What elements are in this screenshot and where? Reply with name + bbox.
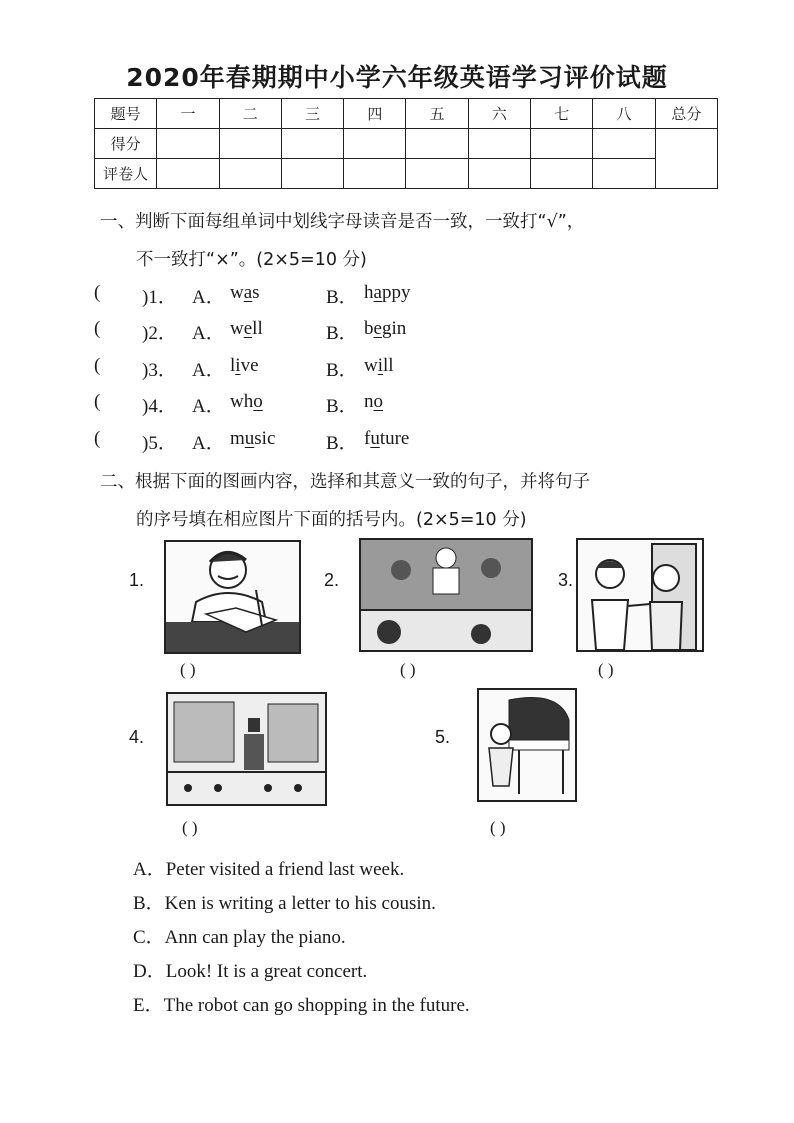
- table-row: [95, 129, 718, 159]
- table-row: [95, 99, 718, 129]
- option-label: B．: [326, 323, 358, 344]
- question-number: )4．: [142, 396, 177, 417]
- underlined-letter: e: [243, 318, 253, 339]
- score-cell[interactable]: [344, 129, 406, 159]
- picture-playing-piano: [477, 688, 577, 802]
- answer-blank[interactable]: ( ): [182, 818, 198, 837]
- underlined-letter: i: [377, 355, 384, 376]
- word-part: b: [364, 318, 374, 339]
- grader-cell[interactable]: [468, 159, 530, 189]
- underlined-letter: a: [373, 282, 382, 303]
- piano-illustration: [479, 690, 575, 800]
- option-label: A．: [192, 433, 225, 454]
- answer-blank[interactable]: ( ): [490, 818, 506, 837]
- word-part: s: [252, 282, 260, 303]
- option-label: B．: [326, 287, 358, 308]
- question-number: )3．: [142, 360, 177, 381]
- visiting-friend-illustration: [578, 540, 702, 650]
- picture-visiting-friend: [576, 538, 704, 652]
- option-c: C．Ann can play the piano.: [133, 927, 346, 948]
- word-a: [230, 282, 260, 304]
- grader-cell[interactable]: [157, 159, 219, 189]
- word-part: w: [230, 318, 244, 339]
- word-part: f: [364, 428, 371, 449]
- answer-paren[interactable]: (: [94, 318, 101, 339]
- word-part: w: [230, 282, 244, 303]
- word-part: n: [364, 391, 374, 412]
- word-b: [364, 428, 409, 450]
- table-cell: 六: [468, 99, 530, 129]
- word-part: wh: [230, 391, 254, 412]
- grader-cell[interactable]: [344, 159, 406, 189]
- table-cell: 八: [593, 99, 655, 129]
- word-a: [230, 355, 259, 377]
- option-a: A．Peter visited a friend last week.: [133, 859, 405, 880]
- table-row: [95, 159, 718, 189]
- word-part: ture: [379, 428, 410, 449]
- table-cell: 评卷人: [95, 159, 157, 189]
- option-label: A．: [192, 323, 225, 344]
- underlined-letter: a: [243, 282, 253, 303]
- table-cell: 题号: [95, 99, 157, 129]
- table-cell: 七: [531, 99, 593, 129]
- total-score-cell[interactable]: [655, 129, 717, 189]
- option-label: B．: [326, 433, 358, 454]
- option-label: A．: [192, 287, 225, 308]
- table-cell: 得分: [95, 129, 157, 159]
- section2-instruction-cont: 的序号填在相应图片下面的括号内。(2×5=10 分): [136, 510, 527, 530]
- picture-number: 4.: [129, 727, 145, 747]
- table-cell: 二: [219, 99, 281, 129]
- option-d: D．Look! It is a great concert.: [133, 961, 368, 982]
- underlined-letter: o: [253, 391, 263, 412]
- underlined-letter: o: [373, 391, 383, 412]
- question-number: )1．: [142, 287, 177, 308]
- score-cell[interactable]: [157, 129, 219, 159]
- picture-writing-letter: [164, 540, 301, 654]
- word-a: [230, 318, 263, 340]
- word-b: [364, 282, 410, 304]
- option-label: B．: [326, 396, 358, 417]
- underlined-letter: u: [370, 428, 380, 449]
- word-part: ppy: [381, 282, 411, 303]
- score-cell[interactable]: [531, 129, 593, 159]
- page-title: 2020年春期期中小学六年级英语学习评价试题: [126, 63, 668, 92]
- table-cell: 四: [344, 99, 406, 129]
- score-cell[interactable]: [406, 129, 468, 159]
- picture-robot-shopping: [166, 692, 327, 806]
- option-label: B．: [326, 360, 358, 381]
- picture-number: 5.: [435, 727, 451, 747]
- boy-writing-illustration: [166, 542, 299, 652]
- word-b: [364, 391, 383, 413]
- word-part: gin: [381, 318, 407, 339]
- robot-shopping-illustration: [168, 694, 325, 804]
- answer-paren[interactable]: (: [94, 282, 101, 303]
- word-part: ll: [383, 355, 394, 376]
- word-part: l: [230, 355, 236, 376]
- grader-cell[interactable]: [531, 159, 593, 189]
- section2-instruction: 二、根据下面的图画内容，选择和其意义一致的句子，并将句子: [100, 472, 590, 492]
- answer-paren[interactable]: (: [94, 391, 101, 412]
- word-b: [364, 355, 394, 377]
- word-part: ve: [240, 355, 259, 376]
- score-table: [94, 98, 718, 189]
- word-a: [230, 391, 263, 413]
- section1-instruction: 一、判断下面每组单词中划线字母读音是否一致，一致打“√”，: [100, 212, 585, 232]
- underlined-letter: e: [373, 318, 382, 339]
- word-part: ll: [252, 318, 263, 339]
- section1-instruction-cont: 不一致打“×”。(2×5=10 分): [136, 250, 367, 270]
- picture-number: 1.: [129, 570, 145, 590]
- picture-number: 3.: [558, 570, 574, 590]
- word-part: h: [364, 282, 374, 303]
- answer-paren[interactable]: (: [94, 355, 101, 376]
- picture-concert: [359, 538, 533, 652]
- underlined-letter: i: [235, 355, 241, 376]
- grader-cell[interactable]: [281, 159, 343, 189]
- word-part: w: [364, 355, 378, 376]
- answer-blank[interactable]: ( ): [180, 660, 196, 679]
- score-cell[interactable]: [219, 129, 281, 159]
- grader-cell[interactable]: [219, 159, 281, 189]
- option-label: A．: [192, 396, 225, 417]
- table-cell: 三: [281, 99, 343, 129]
- grader-cell[interactable]: [406, 159, 468, 189]
- concert-illustration: [361, 540, 531, 650]
- picture-number: 2.: [324, 570, 340, 590]
- answer-paren[interactable]: (: [94, 428, 101, 449]
- score-cell[interactable]: [281, 129, 343, 159]
- table-cell: 总分: [655, 99, 717, 129]
- option-e: E．The robot can go shopping in the future.: [133, 995, 470, 1016]
- score-cell[interactable]: [468, 129, 530, 159]
- grader-cell[interactable]: [593, 159, 655, 189]
- word-part: sic: [254, 428, 276, 449]
- score-cell[interactable]: [593, 129, 655, 159]
- answer-blank[interactable]: ( ): [400, 660, 416, 679]
- question-number: )2．: [142, 323, 177, 344]
- word-a: [230, 428, 275, 450]
- question-number: )5．: [142, 433, 177, 454]
- word-part: m: [230, 428, 245, 449]
- underlined-letter: u: [244, 428, 255, 449]
- word-b: [364, 318, 406, 340]
- option-b: B．Ken is writing a letter to his cousin.: [133, 893, 436, 914]
- answer-blank[interactable]: ( ): [598, 660, 614, 679]
- table-cell: 一: [157, 99, 219, 129]
- option-label: A．: [192, 360, 225, 381]
- table-cell: 五: [406, 99, 468, 129]
